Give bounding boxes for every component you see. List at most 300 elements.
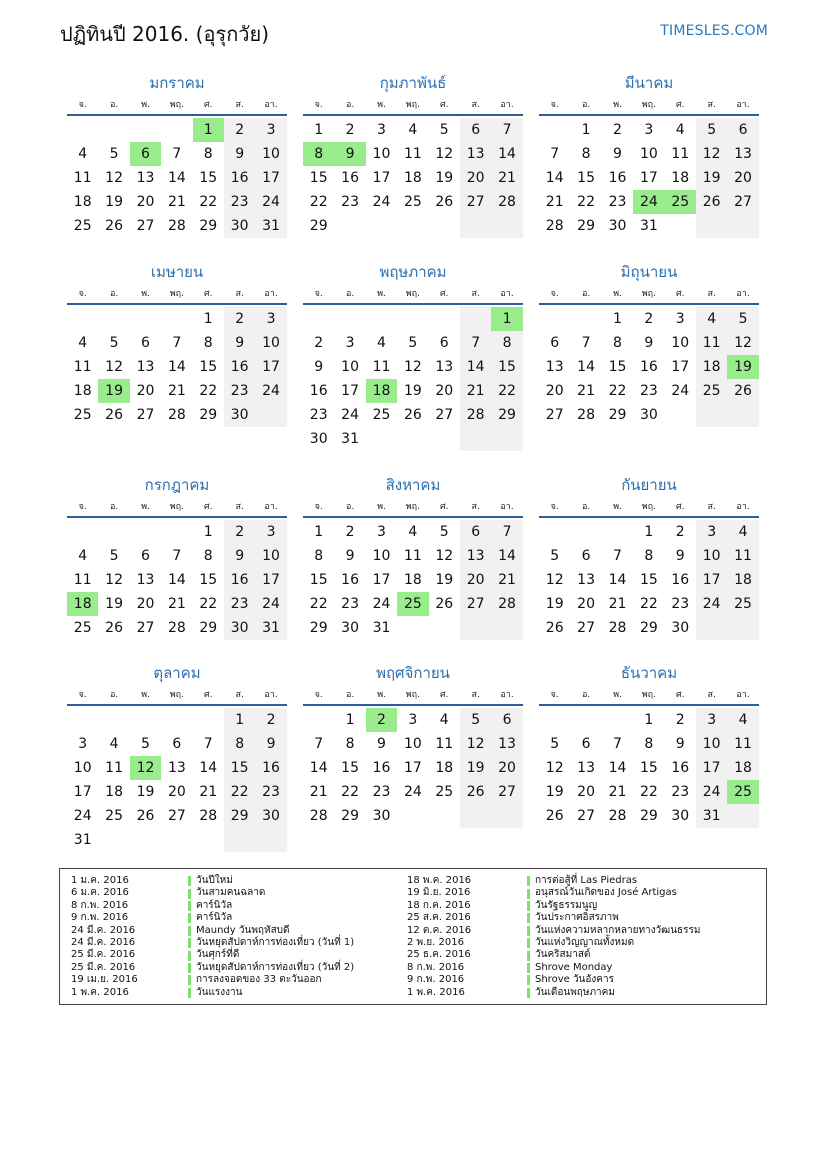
day-cell: 27 (460, 592, 491, 616)
weekday-header (67, 285, 287, 305)
day-cell: 12 (105, 572, 123, 588)
weekday-label: ส. (471, 289, 480, 299)
weekday-label: อ. (345, 100, 355, 110)
day-cell: 2 (255, 708, 286, 732)
empty-cell (460, 427, 491, 451)
month-name: พฤศจิกายน (376, 664, 450, 682)
day-cell: 4 (109, 736, 119, 752)
holiday-marker (527, 926, 530, 936)
day-cell: 30 (372, 808, 391, 824)
month-block (67, 472, 287, 640)
day-cell: 2 (675, 524, 685, 540)
month-block (539, 70, 759, 238)
weekday-label: จ. (314, 502, 323, 512)
weekday-label: จ. (314, 289, 323, 299)
holiday-date: 9 ก.พ. 2016 (71, 912, 129, 924)
day-cell: 20 (136, 596, 155, 612)
day-cell: 26 (105, 620, 123, 636)
holiday-date: 1 พ.ค. 2016 (71, 986, 129, 998)
day-cell: 9 (314, 359, 324, 375)
day-cell: 12 (130, 756, 161, 780)
day-cell: 26 (460, 780, 491, 804)
day-cell: 4 (78, 548, 88, 564)
month-block (67, 70, 287, 238)
day-cell: 31 (341, 431, 359, 447)
day-cell: 4 (727, 520, 758, 544)
day-cell: 14 (309, 760, 328, 776)
empty-cell (98, 520, 129, 544)
weekday-label: พ. (141, 690, 150, 700)
day-cell: 19 (105, 596, 123, 612)
weekday-label: พฤ. (405, 100, 420, 110)
weekday-header (67, 686, 287, 706)
day-cell: 26 (435, 596, 454, 612)
weekday-label: พ. (377, 690, 386, 700)
day-cell: 5 (109, 548, 119, 564)
day-cell: 1 (644, 712, 654, 728)
day-cell: 18 (403, 170, 422, 186)
weekday-label: จ. (78, 289, 87, 299)
weekday-label: จ. (550, 690, 559, 700)
day-cell: 19 (98, 379, 129, 403)
day-cell: 27 (460, 190, 491, 214)
day-cell: 21 (608, 784, 627, 800)
empty-cell (727, 403, 758, 427)
holiday-marker (527, 876, 530, 886)
holiday-date: 6 ม.ค. 2016 (71, 887, 129, 899)
day-cell: 27 (577, 620, 595, 636)
day-cell: 27 (545, 407, 564, 423)
month-block (539, 660, 759, 828)
day-cell: 31 (639, 218, 658, 234)
day-cell: 2 (224, 307, 255, 331)
weekday-label: อา. (500, 502, 514, 512)
day-grid (303, 118, 523, 238)
empty-cell (130, 520, 161, 544)
empty-cell (696, 214, 727, 238)
day-cell: 13 (577, 760, 595, 776)
day-cell: 29 (199, 620, 218, 636)
page-title: ปฏิทินปี 2016. (อุรุกวัย) (60, 22, 270, 46)
month-name: กรกฎาคม (144, 476, 210, 494)
day-cell: 2 (366, 708, 397, 732)
weekday-label: พฤ. (405, 289, 420, 299)
empty-cell (397, 214, 428, 238)
day-cell: 21 (545, 194, 564, 210)
day-cell: 7 (613, 736, 622, 752)
day-cell: 25 (105, 808, 123, 824)
day-cell: 16 (341, 572, 359, 588)
empty-cell (539, 118, 570, 142)
day-cell: 11 (403, 548, 422, 564)
day-cell: 26 (435, 194, 454, 210)
weekday-label: ส. (707, 289, 716, 299)
day-cell: 3 (78, 736, 88, 752)
day-cell: 12 (460, 732, 491, 756)
month-name: มกราคม (149, 74, 205, 92)
day-cell: 25 (435, 784, 454, 800)
day-cell: 16 (224, 166, 255, 190)
weekday-label: อ. (581, 502, 591, 512)
holiday-name: วันสามคนฉลาด (196, 887, 266, 899)
day-cell: 25 (696, 379, 727, 403)
month-name: กันยายน (621, 476, 677, 494)
day-cell: 21 (167, 383, 186, 399)
day-cell: 11 (727, 732, 758, 756)
holiday-name: วันแห่งวิญญาณทั้งหมด (535, 937, 635, 948)
day-cell: 13 (545, 359, 564, 375)
day-cell: 4 (439, 712, 449, 728)
day-cell: 20 (460, 568, 491, 592)
day-cell: 27 (435, 407, 454, 423)
holiday-name: วันเดือนพฤษภาคม (535, 986, 615, 998)
day-cell: 20 (136, 383, 155, 399)
day-cell: 3 (255, 118, 286, 142)
weekday-label: ศ. (675, 502, 685, 512)
day-cell: 8 (203, 548, 213, 564)
day-cell: 17 (671, 359, 690, 375)
empty-cell (397, 616, 428, 640)
day-cell: 29 (199, 218, 218, 234)
empty-cell (366, 214, 397, 238)
day-cell: 23 (341, 194, 359, 210)
holiday-marker (188, 913, 191, 923)
weekday-label: อา. (264, 289, 278, 299)
day-cell: 11 (73, 359, 92, 375)
empty-cell (570, 520, 601, 544)
day-cell: 24 (671, 383, 690, 399)
weekday-label: ส. (235, 100, 244, 110)
day-cell: 25 (727, 592, 758, 616)
holiday-date: 18 ก.ค. 2016 (407, 899, 471, 911)
day-cell: 25 (73, 218, 92, 234)
empty-cell (665, 214, 696, 238)
day-grid (67, 708, 287, 852)
weekday-label: พฤ. (169, 690, 184, 700)
day-cell: 17 (372, 170, 391, 186)
weekday-label: ส. (235, 690, 244, 700)
day-cell: 18 (105, 784, 123, 800)
month-block (303, 259, 523, 451)
empty-cell (397, 427, 428, 451)
day-cell: 24 (255, 592, 286, 616)
day-cell: 17 (696, 756, 727, 780)
day-cell: 16 (671, 572, 690, 588)
weekday-label: ส. (471, 502, 480, 512)
empty-cell (130, 118, 161, 142)
day-cell: 21 (460, 379, 491, 403)
holiday-name: อนุสรณ์วันเกิดของ José Artigas (535, 887, 677, 899)
day-cell: 22 (639, 784, 658, 800)
weekday-label: ส. (707, 690, 716, 700)
site-name[interactable]: TIMESLES.COM (660, 23, 768, 39)
day-cell: 17 (696, 568, 727, 592)
day-cell: 3 (377, 524, 386, 540)
day-cell: 9 (675, 548, 685, 564)
day-cell: 6 (141, 548, 150, 564)
weekday-label: อ. (581, 100, 591, 110)
day-cell: 8 (345, 736, 355, 752)
day-cell: 1 (581, 122, 591, 138)
weekday-header (539, 285, 759, 305)
empty-cell (67, 520, 98, 544)
day-cell: 21 (199, 784, 218, 800)
day-cell: 11 (73, 170, 92, 186)
weekday-label: อา. (264, 100, 278, 110)
holiday-marker (188, 938, 191, 948)
weekday-label: พฤ. (641, 690, 656, 700)
day-cell: 22 (639, 596, 658, 612)
day-cell: 29 (309, 620, 328, 636)
holiday-marker (188, 988, 191, 998)
weekday-label: ศ. (675, 690, 685, 700)
weekday-label: พ. (141, 100, 150, 110)
day-cell: 19 (403, 383, 422, 399)
day-cell: 14 (491, 142, 522, 166)
day-cell: 12 (696, 142, 727, 166)
empty-cell (366, 427, 397, 451)
day-cell: 15 (199, 572, 218, 588)
holiday-name: วันแรงงาน (196, 986, 243, 998)
day-cell: 5 (408, 335, 418, 351)
holiday-marker (188, 975, 191, 985)
weekday-label: ศ. (439, 502, 449, 512)
day-cell: 10 (73, 760, 92, 776)
day-cell: 18 (435, 760, 454, 776)
day-cell: 3 (696, 708, 727, 732)
weekday-label: ศ. (203, 690, 213, 700)
day-cell: 29 (491, 403, 522, 427)
weekday-label: พฤ. (405, 690, 420, 700)
day-cell: 11 (696, 331, 727, 355)
weekday-label: พ. (377, 100, 386, 110)
day-cell: 19 (435, 170, 454, 186)
empty-cell (130, 708, 161, 732)
day-cell: 28 (608, 620, 627, 636)
weekday-header (303, 285, 523, 305)
day-cell: 21 (491, 166, 522, 190)
empty-cell (602, 520, 633, 544)
day-cell: 23 (341, 596, 359, 612)
day-cell: 9 (613, 146, 622, 162)
day-cell: 12 (105, 170, 123, 186)
weekday-label: อา. (264, 690, 278, 700)
day-cell: 17 (73, 784, 92, 800)
day-cell: 12 (545, 760, 564, 776)
month-block (539, 472, 759, 640)
day-cell: 11 (403, 146, 422, 162)
holiday-date: 25 มี.ค. 2016 (71, 961, 136, 973)
empty-cell (98, 118, 129, 142)
day-cell: 22 (199, 383, 218, 399)
day-cell: 20 (167, 784, 186, 800)
day-cell: 1 (491, 307, 522, 331)
day-grid (67, 118, 287, 238)
day-cell: 26 (105, 218, 123, 234)
day-cell: 7 (172, 335, 182, 351)
day-cell: 7 (314, 736, 324, 752)
holiday-marker (527, 889, 530, 899)
day-cell: 12 (435, 548, 454, 564)
day-cell: 11 (372, 359, 391, 375)
day-cell: 28 (545, 218, 564, 234)
day-cell: 13 (136, 359, 155, 375)
day-cell: 28 (491, 592, 522, 616)
day-cell: 10 (403, 736, 422, 752)
day-cell: 31 (255, 616, 286, 640)
day-cell: 20 (460, 166, 491, 190)
empty-cell (67, 118, 98, 142)
holiday-marker (527, 938, 530, 948)
day-cell: 7 (460, 331, 491, 355)
empty-cell (539, 708, 570, 732)
holiday-marker (188, 901, 191, 911)
day-cell: 23 (255, 780, 286, 804)
day-cell: 10 (255, 544, 286, 568)
day-cell: 7 (491, 520, 522, 544)
holiday-name: วันแห่งความหลากหลายทางวัฒนธรรม (535, 924, 701, 936)
weekday-label: พฤ. (169, 502, 184, 512)
day-cell: 18 (403, 572, 422, 588)
day-cell: 22 (608, 383, 627, 399)
empty-cell (161, 307, 192, 331)
weekday-label: ส. (707, 100, 716, 110)
holiday-name: วันหยุดสัปดาห์การท่องเที่ยว (วันที่ 2) (196, 961, 355, 973)
day-grid (539, 520, 759, 640)
month-block (67, 259, 287, 427)
day-cell: 2 (345, 524, 355, 540)
day-cell: 5 (141, 736, 150, 752)
day-cell: 28 (577, 407, 595, 423)
weekday-label: อ. (109, 690, 119, 700)
day-cell: 10 (255, 142, 286, 166)
month-block (539, 259, 759, 427)
holiday-marker (188, 951, 191, 961)
day-cell: 13 (460, 544, 491, 568)
empty-cell (602, 708, 633, 732)
day-cell: 1 (613, 311, 622, 327)
day-cell: 31 (255, 214, 286, 238)
day-cell: 29 (577, 218, 595, 234)
empty-cell (303, 307, 334, 331)
weekday-label: อา. (500, 690, 514, 700)
day-cell: 13 (435, 359, 454, 375)
day-cell: 19 (545, 596, 564, 612)
holiday-name: การลงจอดของ 33 ตะวันออก (196, 974, 322, 986)
day-grid (539, 118, 759, 238)
month-name: เมษายน (150, 263, 204, 281)
day-cell: 16 (608, 170, 627, 186)
day-cell: 4 (78, 146, 88, 162)
empty-cell (98, 307, 129, 331)
day-cell: 5 (109, 335, 119, 351)
holiday-name: คาร์นิวัล (196, 912, 233, 924)
day-cell: 21 (491, 568, 522, 592)
day-cell: 6 (460, 118, 491, 142)
day-cell: 18 (727, 568, 758, 592)
day-cell: 10 (639, 146, 658, 162)
weekday-label: จ. (550, 289, 559, 299)
weekday-header (539, 686, 759, 706)
empty-cell (193, 828, 224, 852)
day-cell: 24 (372, 596, 391, 612)
weekday-label: ศ. (439, 690, 449, 700)
day-cell: 4 (727, 708, 758, 732)
day-cell: 28 (167, 407, 186, 423)
weekday-label: จ. (550, 100, 559, 110)
weekday-label: จ. (78, 502, 87, 512)
weekday-label: จ. (314, 100, 323, 110)
weekday-label: ศ. (439, 100, 449, 110)
empty-cell (397, 804, 428, 828)
day-cell: 13 (491, 732, 522, 756)
day-cell: 8 (644, 548, 654, 564)
day-grid (303, 520, 523, 640)
day-cell: 24 (73, 808, 92, 824)
day-cell: 16 (255, 756, 286, 780)
day-cell: 1 (203, 524, 213, 540)
weekday-label: อ. (345, 289, 355, 299)
day-cell: 18 (727, 756, 758, 780)
day-cell: 17 (341, 383, 359, 399)
day-cell: 25 (372, 407, 391, 423)
day-cell: 7 (491, 118, 522, 142)
holiday-date: 25 ธ.ค. 2016 (407, 949, 471, 961)
day-cell: 25 (665, 190, 696, 214)
month-block (303, 660, 523, 828)
day-cell: 5 (109, 146, 119, 162)
holiday-marker (188, 876, 191, 886)
day-cell: 29 (199, 407, 218, 423)
day-cell: 7 (172, 548, 182, 564)
day-cell: 28 (491, 190, 522, 214)
empty-cell (460, 804, 491, 828)
day-cell: 18 (366, 379, 397, 403)
day-cell: 3 (345, 335, 355, 351)
day-cell: 8 (314, 548, 324, 564)
day-cell: 14 (608, 572, 627, 588)
empty-cell (224, 828, 255, 852)
day-cell: 23 (309, 407, 328, 423)
day-cell: 13 (167, 760, 186, 776)
weekday-label: อ. (581, 690, 591, 700)
empty-cell (334, 307, 365, 331)
weekday-label: พ. (613, 690, 622, 700)
day-cell: 15 (199, 359, 218, 375)
day-cell: 17 (255, 355, 286, 379)
day-cell: 11 (727, 544, 758, 568)
day-cell: 1 (203, 311, 213, 327)
day-cell: 30 (309, 431, 328, 447)
day-cell: 6 (491, 708, 522, 732)
day-cell: 17 (255, 166, 286, 190)
day-cell: 29 (309, 218, 328, 234)
holiday-marker (527, 951, 530, 961)
day-cell: 5 (550, 736, 560, 752)
weekday-label: จ. (78, 100, 87, 110)
day-cell: 30 (341, 620, 359, 636)
holiday-date: 19 มิ.ย. 2016 (407, 887, 471, 899)
empty-cell (570, 708, 601, 732)
empty-cell (366, 307, 397, 331)
day-cell: 19 (727, 355, 758, 379)
day-cell: 14 (577, 359, 595, 375)
day-cell: 15 (577, 170, 595, 186)
holiday-marker (527, 913, 530, 923)
month-name: สิงหาคม (385, 476, 441, 494)
weekday-label: อ. (109, 100, 119, 110)
day-cell: 13 (727, 142, 758, 166)
